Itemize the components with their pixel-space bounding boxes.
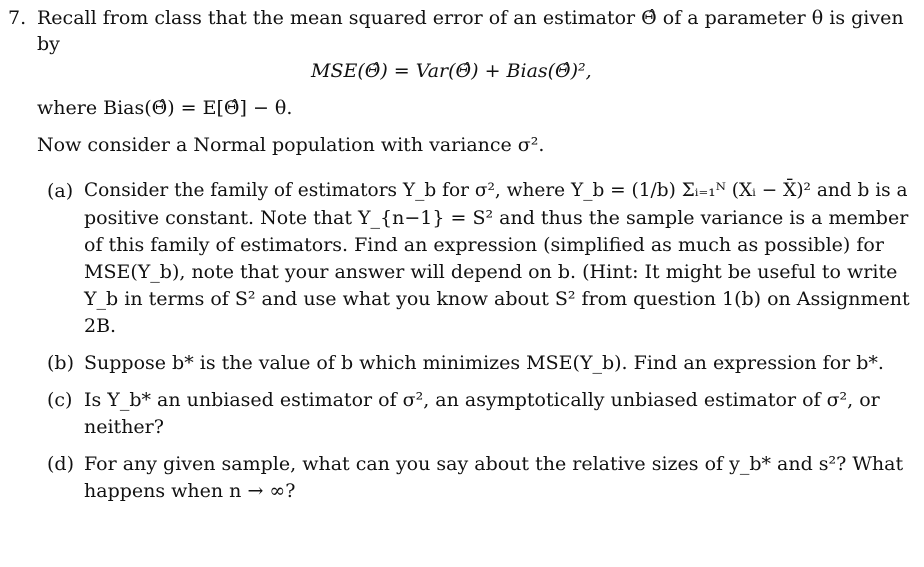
part-b-line1: Suppose b* is the value of b which minimizes MSE(Y_b). Find an expression for b*. (84, 352, 884, 374)
part-b-label: (b) (47, 352, 74, 374)
part-d-line1: For any given sample, what can you say about the relative sizes of y_b* and s²? What (84, 453, 904, 475)
part-d-label: (d) (47, 453, 74, 475)
part-a-line4: MSE(Y_b), note that your answer will depend on b. (Hint: It might be useful to write (84, 261, 898, 283)
part-a-line3: of this family of estimators. Find an expression (simplified as much as possible) for (84, 234, 884, 256)
part-c-line1: Is Y_b* an unbiased estimator of σ², an asymptotically unbiased estimator of σ², or (84, 389, 880, 411)
question-intro-line2: by (37, 33, 60, 55)
part-a-line6: 2B. (84, 315, 117, 337)
population-statement: Now consider a Normal population with variance σ². (37, 134, 545, 156)
part-a-line1: Consider the family of estimators Y_b for σ², where Y_b = (1/b) Σᵢ₌₁ᴺ (Xᵢ − X̄)² and b is a (84, 180, 908, 201)
part-c-line2: neither? (84, 416, 164, 438)
part-a-line5: Y_b in terms of S² and use what you know about S² from question 1(b) on Assignment (84, 288, 910, 310)
bias-definition: where Bias(Θ̂) = E[Θ̂] − θ. (37, 97, 293, 119)
question-intro-line1: Recall from class that the mean squared error of an estimator Θ̂ of a parameter θ is given (37, 7, 904, 29)
question-number: 7. (8, 7, 27, 29)
part-a-label: (a) (47, 180, 74, 202)
part-a-line2: positive constant. Note that Y_{n−1} = S² and thus the sample variance is a member (84, 207, 909, 229)
mse-equation: MSE(Θ̂) = Var(Θ̂) + Bias(Θ̂)², (311, 60, 592, 82)
part-c-label: (c) (47, 389, 73, 411)
part-d-line2: happens when n → ∞? (84, 480, 296, 502)
